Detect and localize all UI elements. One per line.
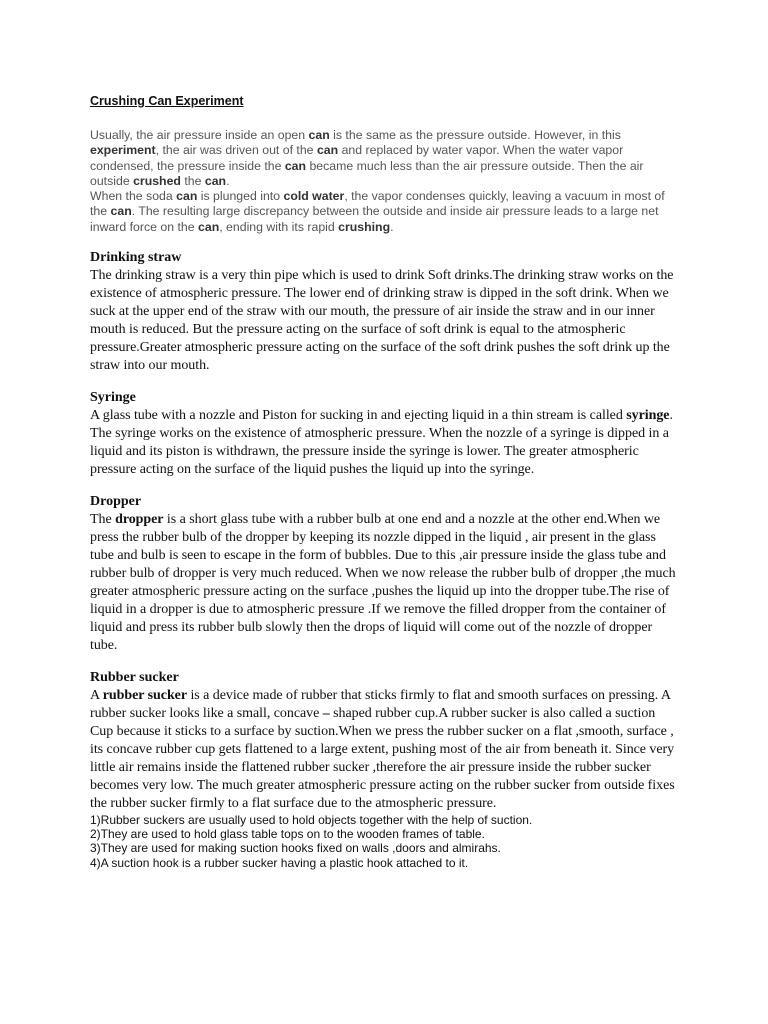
list-item: 2)They are used to hold glass table tops on to the wooden frames of table. (90, 827, 485, 842)
list-item: 4)A suction hook is a rubber sucker having a plastic hook attached to it. (90, 855, 469, 870)
list-item: 1)Rubber suckers are usually used to hold objects together with the help of suction. (90, 813, 533, 828)
section-syringe (90, 389, 678, 479)
section-body: The dropper is a short glass tube with a rubber bulb at one end and a nozzle at the other end.When we press the rubber bulb of the dropper by keeping its nozzle dipped in the liquid , air present in the glass tube and bulb is seen to escape in the form of bubbles. Due to this ,air pressure inside the glass tube and rubber bulb of dropper is very much reduced. When we now release the rubber bulb of dropper ,the much greater atmospheric pressure acting on the surface ,pushes the liquid up into the dropper tube.The rise of liquid in a dropper is due to atmospheric pressure .If we remove the filled dropper from the container of liquid and press its rubber bulb slowly then the drops of liquid will come out of the nozzle of dropper tube. (90, 512, 676, 654)
intro-paragraph-2: When the soda can is plunged into cold water, the vapor condenses quickly, leaving a vacuum in most of the can. The resulting large discrepancy between the outside and inside air pressure leads to a large net inward force on the can, ending with its rapid crushing. (90, 189, 665, 234)
bold-term: syringe (626, 408, 670, 424)
section-heading: Dropper (90, 494, 142, 510)
bold-term: cold water (283, 189, 345, 204)
list-item: 3)They are used for making suction hooks fixed on walls ,doors and almirahs. (90, 841, 501, 856)
uses-list (90, 813, 678, 870)
bold-term: can (204, 173, 227, 188)
bold-term: can (284, 158, 307, 173)
bold-term: can (110, 204, 132, 219)
section-body: The drinking straw is a very thin pipe which is used to drink Soft drinks.The drinking straw works on the existence of atmospheric pressure. The lower end of drinking straw is dipped in the soft drink. When we suck at the upper end of the straw with our mouth, the pressure of air inside the straw and in our inner mouth is reduced. But the pressure acting on the surface of soft drink is equal to the atmospheric pressure.Greater atmospheric pressure acting on the surface of the soft drink pushes the soft drink up the straw into our mouth. (90, 268, 674, 374)
bold-term: experiment (90, 143, 156, 158)
section-body: A rubber sucker is a device made of rubber that sticks firmly to flat and smooth surfaces on pressing. A rubber sucker looks like a small, concave – shaped rubber cup.A rubber sucker is also called a suction Cup because it sticks to a surface by suction.When we press the rubber sucker on a flat ,smooth, surface , its concave rubber cup gets flattened to a large extent, pushing most of the air from beneath it. Since very little air remains inside the flattened rubber sucker ,therefore the air pressure inside the rubber sucker becomes very low. The much greater atmospheric pressure acting on the rubber sucker from outside fixes the rubber sucker firmly to a flat surface due to the atmospheric pressure. (90, 688, 675, 812)
bold-term: – (322, 706, 330, 722)
section-dropper (90, 493, 678, 655)
bold-term: can (308, 128, 330, 142)
intro-paragraph-1: Usually, the air pressure inside an open can is the same as the pressure outside. However, in this experiment, the air was driven out of the can and replaced by water vapor. When the water vapor condensed, the pressure inside the can became much less than the air pressure outside. Then the air outside crushed the can. (90, 128, 644, 188)
section-drinking-straw (90, 249, 678, 375)
section-rubber-sucker (90, 669, 678, 870)
section-heading: Rubber sucker (90, 670, 179, 686)
section-heading: Drinking straw (90, 250, 182, 266)
bold-term: can (176, 189, 198, 204)
bold-term: dropper (115, 512, 164, 528)
bold-term: crushing (338, 219, 391, 234)
bold-term: rubber sucker (102, 688, 188, 704)
section-heading: Syringe (90, 390, 136, 406)
document-title: Crushing Can Experiment (90, 94, 244, 108)
bold-term: can (198, 219, 220, 234)
bold-term: can (316, 143, 339, 158)
bold-term: crushed (133, 173, 181, 188)
section-body: A glass tube with a nozzle and Piston for sucking in and ejecting liquid in a thin stream is called syringe. The syringe works on the existence of atmospheric pressure. When the nozzle of a syringe is dipped in a liquid and its piston is withdrawn, the pressure inside the syringe is lower. The greater atmospheric pressure acting on the surface of the liquid pushes the liquid up into the syringe. (90, 408, 673, 478)
